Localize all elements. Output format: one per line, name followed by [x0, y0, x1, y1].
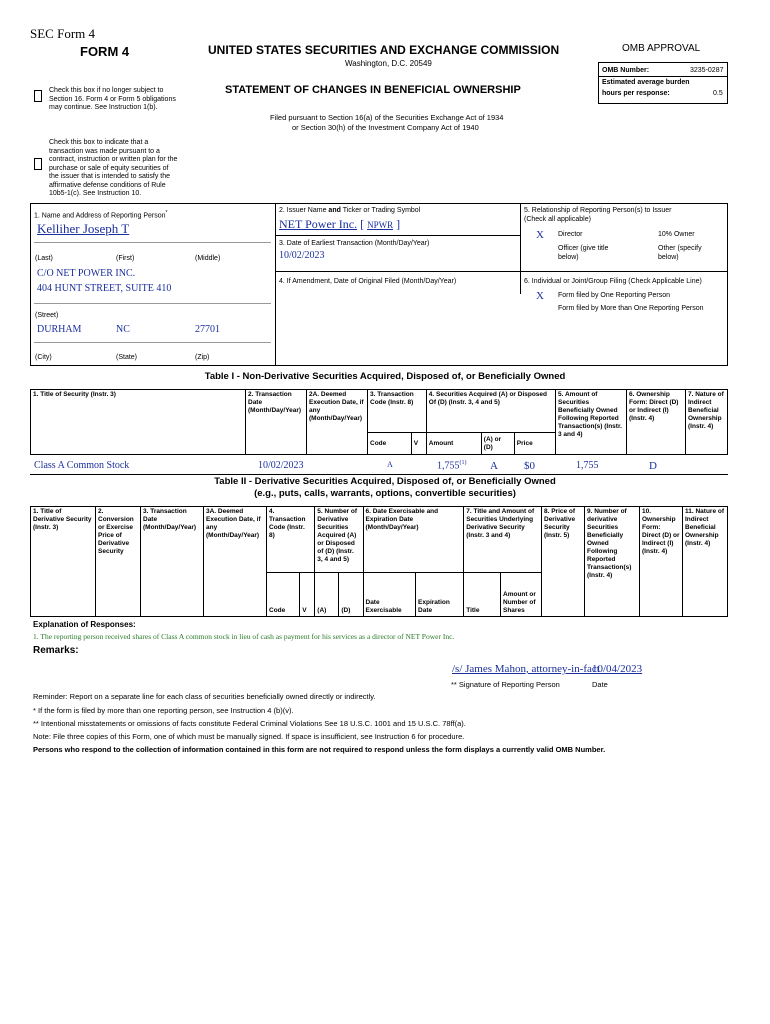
- page-label: SEC Form 4: [30, 26, 96, 41]
- t1-row-amount: 1,755$^{(1)}$: [437, 460, 467, 472]
- omb-number-value: 3235-0287: [690, 67, 724, 74]
- zip-value: 27701: [195, 324, 220, 335]
- signature: /s/ James Mahon, attorney-in-fact: [452, 663, 600, 675]
- t2-amount: Amount or Number of Shares: [501, 573, 542, 617]
- section16-checkbox[interactable]: [34, 90, 42, 102]
- t1-h1: 1. Title of Security (Instr. 3): [31, 390, 246, 455]
- t1-row-price: $0: [524, 460, 535, 472]
- t2-h6: 6. Date Exercisable and Expiration Date (Month/Day/Year): [363, 507, 464, 573]
- reporting-person-name[interactable]: Kelliher Joseph T: [37, 221, 130, 236]
- omb-hours-value: 0.5: [713, 90, 723, 97]
- t2-h11: 11. Nature of Indirect Beneficial Ownership (Instr. 4): [683, 507, 728, 617]
- t2-exp: Expiration Date: [416, 573, 464, 617]
- t1-aord: (A) or (D): [481, 433, 514, 455]
- zip-label: (Zip): [195, 354, 210, 361]
- t2-h10: 10. Ownership Form: Direct (D) or Indirect (I) (Instr. 4): [640, 507, 683, 617]
- omb-title: OMB APPROVAL: [622, 43, 701, 54]
- address-line2: 404 HUNT STREET, SUITE 410: [37, 283, 172, 294]
- t2-h3: 3. Transaction Date (Month/Day/Year): [141, 507, 204, 617]
- last-label: (Last): [35, 255, 53, 262]
- table2-header: [30, 506, 728, 617]
- other-label: Other (specify below): [658, 245, 702, 261]
- director-mark[interactable]: X: [536, 229, 544, 241]
- t1-row-title: Class A Common Stock: [34, 460, 130, 471]
- copies-note: Note: File three copies of this Form, one of which must be manually signed. If space is insufficient, see Instruction 6 for procedure.: [33, 732, 465, 741]
- t2-h2: 2. Conversion or Exercise Price of Derivative Security: [96, 507, 141, 617]
- box1-label: 1. Name and Address of Reporting Person*: [34, 210, 168, 220]
- box6-label: 6. Individual or Joint/Group Filing (Check Applicable Line): [524, 278, 702, 285]
- state-value: NC: [116, 324, 130, 335]
- t1-h3: 3. Transaction Code (Instr. 8): [368, 390, 427, 433]
- t2-h1: 1. Title of Derivative Security (Instr. 3): [31, 507, 96, 617]
- ten-pct-owner-label: 10% Owner: [658, 231, 695, 238]
- t2-a: (A): [315, 573, 339, 617]
- t1-amount: Amount: [426, 433, 481, 455]
- t1-h6: 6. Ownership Form: Direct (D) or Indirect (I) (Instr. 4): [627, 390, 686, 455]
- explanation-1: 1. The reporting person received shares of Class A common stock in lieu of cash as payment for his services as a director of NET Power Inc.: [33, 632, 455, 641]
- filed-pursuant-2: or Section 30(h) of the Investment Company Act of 1940: [292, 123, 479, 132]
- t1-h5: 5. Amount of Securities Beneficially Owned Following Reported Transaction(s) (Instr. 3 and 4): [556, 390, 627, 455]
- t1-v: V: [411, 433, 426, 455]
- double-star-note: ** Intentional misstatements or omissions of facts constitute Federal Criminal Violations See 18 U.S.C. 1001 and 15 U.S.C. 78ff(a).: [33, 719, 466, 728]
- signature-date: 10/04/2023: [592, 663, 643, 675]
- rule10b51-checkbox[interactable]: [34, 158, 42, 170]
- t2-h3a: 3A. Deemed Execution Date, if any (Month/Day/Year): [204, 507, 267, 617]
- section16-text: Check this box if no longer subject to Section 16. Form 4 or Form 5 obligations may continue. See Instruction 1(b).: [49, 87, 176, 111]
- t1-h2a: 2A. Deemed Execution Date, if any (Month/Day/Year): [307, 390, 368, 455]
- t2-h7: 7. Title and Amount of Securities Underlying Derivative Security (Instr. 3 and 4): [464, 507, 542, 573]
- t1-row-form: D: [649, 460, 657, 472]
- t2-h9: 9. Number of derivative Securities Beneficially Owned Following Reported Transaction(s) (Instr. 4): [585, 507, 640, 617]
- t1-h7: 7. Nature of Indirect Beneficial Ownership (Instr. 4): [686, 390, 728, 455]
- box3-label: 3. Date of Earliest Transaction (Month/Day/Year): [279, 240, 430, 247]
- form-title: FORM 4: [80, 44, 130, 59]
- t1-row-owned: 1,755: [576, 460, 599, 471]
- t1-code: Code: [368, 433, 412, 455]
- state-label: (State): [116, 354, 138, 361]
- t2-title: Title: [464, 573, 501, 617]
- t2-h5: 5. Number of Derivative Securities Acquired (A) or Disposed of (D) (Instr. 3, 4 and 5): [315, 507, 363, 573]
- address-line1: C/O NET POWER INC.: [37, 268, 136, 279]
- date-label: Date: [592, 680, 608, 689]
- table2-subtitle: (e.g., puts, calls, warrants, options, convertible securities): [254, 488, 516, 499]
- t2-v: V: [300, 573, 315, 617]
- middle-label: (Middle): [195, 255, 221, 262]
- t2-d: (D): [339, 573, 363, 617]
- explanation-label: Explanation of Responses:: [33, 620, 136, 629]
- table2-title: Table II - Derivative Securities Acquired, Disposed of, or Beneficially Owned: [214, 476, 556, 487]
- street-label: (Street): [35, 312, 59, 319]
- star-note: * If the form is filed by more than one reporting person, see Instruction 4 (b)(v).: [33, 706, 294, 715]
- box5-sub: (Check all applicable): [524, 216, 591, 223]
- earliest-transaction-date: 10/02/2023: [279, 250, 325, 261]
- t2-h8: 8. Price of Derivative Security (Instr. 5): [542, 507, 585, 617]
- box2-label: 2. Issuer Name and Ticker or Trading Symbol: [279, 207, 421, 214]
- officer-label: Officer (give title below): [558, 245, 609, 261]
- city-value: DURHAM: [37, 324, 82, 335]
- city-label: (City): [35, 354, 52, 361]
- t1-row-aord: A: [490, 460, 498, 472]
- t2-code: Code: [267, 573, 300, 617]
- t1-price: Price: [514, 433, 555, 455]
- rule10b51-text: Check this box to indicate that a transaction was made pursuant to a contract, instruction or written plan for the purchase or sale of equity securities of the issuer that is intended to satisfy the affirmative defense conditions of Rule 10b5-1(c). See Instruction 10.: [49, 139, 178, 197]
- more-person-label: Form filed by More than One Reporting Person: [558, 305, 704, 312]
- one-person-label: Form filed by One Reporting Person: [558, 292, 671, 299]
- t1-row-code: A: [387, 460, 393, 469]
- statement-title: STATEMENT OF CHANGES IN BENEFICIAL OWNERSHIP: [225, 84, 521, 96]
- issuer-name[interactable]: NET Power Inc. [ NPWR ]: [279, 217, 401, 231]
- t1-h4: 4. Securities Acquired (A) or Disposed Of (D) (Instr. 3, 4 and 5): [426, 390, 555, 433]
- t1-row-date: 10/02/2023: [258, 460, 304, 471]
- agency-name: UNITED STATES SECURITIES AND EXCHANGE COMMISSION: [208, 43, 560, 57]
- table1-header: [30, 389, 728, 455]
- box5-label: 5. Relationship of Reporting Person(s) to Issuer: [524, 207, 672, 214]
- filed-pursuant-1: Filed pursuant to Section 16(a) of the Securities Exchange Act of 1934: [270, 113, 504, 122]
- persons-note: Persons who respond to the collection of information contained in this form are not required to respond unless the form displays a currently valid OMB Number.: [33, 745, 606, 754]
- signature-label: ** Signature of Reporting Person: [451, 680, 560, 689]
- agency-city: Washington, D.C. 20549: [345, 59, 432, 68]
- omb-number-label: OMB Number:: [602, 67, 650, 74]
- omb-burden-label: Estimated average burden: [602, 79, 690, 86]
- table1-title: Table I - Non-Derivative Securities Acquired, Disposed of, or Beneficially Owned: [204, 371, 566, 382]
- box4-label: 4. If Amendment, Date of Original Filed (Month/Day/Year): [279, 278, 457, 285]
- t2-date-ex: Date Exercisable: [363, 573, 416, 617]
- reminder-note: Reminder: Report on a separate line for each class of securities beneficially owned directly or indirectly.: [33, 692, 376, 701]
- one-person-mark[interactable]: X: [536, 290, 544, 302]
- t2-h4: 4. Transaction Code (Instr. 8): [267, 507, 315, 573]
- remarks-label: Remarks:: [33, 645, 79, 656]
- t1-h2: 2. Transaction Date (Month/Day/Year): [246, 390, 307, 455]
- director-label: Director: [558, 231, 583, 238]
- omb-hours-label: hours per response:: [602, 90, 670, 97]
- first-label: (First): [116, 255, 135, 262]
